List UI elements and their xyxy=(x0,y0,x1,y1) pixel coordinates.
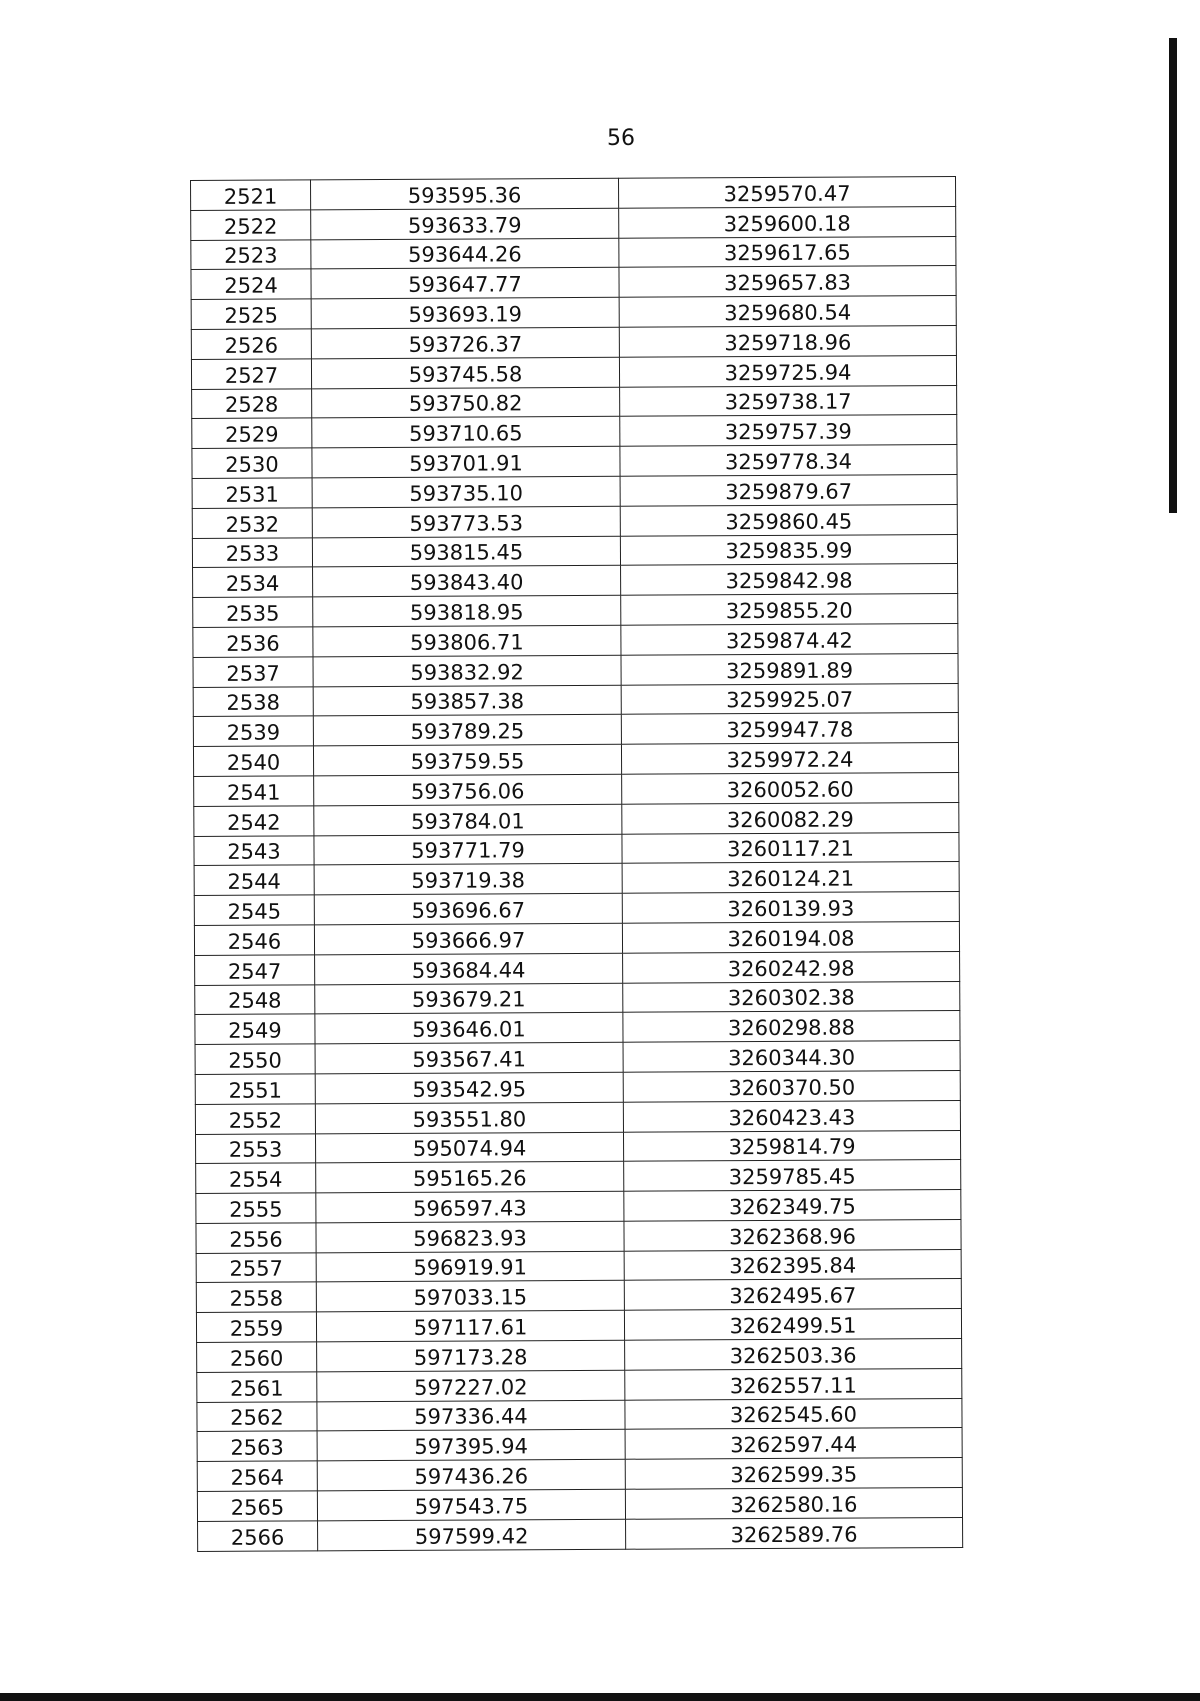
easting-cell: 597336.44 xyxy=(317,1400,625,1431)
northing-cell: 3260298.88 xyxy=(623,1011,960,1043)
table-row xyxy=(197,1458,962,1492)
point-number-cell: 2561 xyxy=(197,1372,317,1402)
table-row xyxy=(194,772,959,806)
easting-cell: 593818.95 xyxy=(313,595,621,626)
northing-cell: 3262395.84 xyxy=(624,1249,961,1281)
easting-cell: 593710.65 xyxy=(312,417,620,448)
table-row xyxy=(194,892,959,926)
northing-cell: 3259657.83 xyxy=(619,266,956,298)
northing-cell: 3259874.42 xyxy=(621,623,958,655)
point-number-cell: 2525 xyxy=(191,299,311,329)
point-number-cell: 2532 xyxy=(192,508,312,538)
point-number-cell: 2531 xyxy=(192,478,312,508)
northing-cell: 3259972.24 xyxy=(621,743,958,775)
point-number-cell: 2556 xyxy=(196,1223,316,1253)
point-number-cell: 2566 xyxy=(198,1521,318,1551)
easting-cell: 593815.45 xyxy=(312,536,620,567)
easting-cell: 597436.26 xyxy=(317,1460,625,1491)
easting-cell: 595074.94 xyxy=(315,1132,623,1163)
northing-cell: 3262368.96 xyxy=(624,1219,961,1251)
easting-cell: 597117.61 xyxy=(316,1311,624,1342)
point-number-cell: 2538 xyxy=(193,686,313,716)
easting-cell: 595165.26 xyxy=(316,1162,624,1193)
table-row xyxy=(191,355,956,389)
point-number-cell: 2564 xyxy=(197,1461,317,1491)
table-row xyxy=(191,176,956,210)
northing-cell: 3260082.29 xyxy=(622,802,959,834)
table-row xyxy=(191,296,956,330)
northing-cell: 3259814.79 xyxy=(623,1130,960,1162)
easting-cell: 597395.94 xyxy=(317,1430,625,1461)
point-number-cell: 2555 xyxy=(196,1193,316,1223)
point-number-cell: 2541 xyxy=(194,776,314,806)
easting-cell: 596919.91 xyxy=(316,1251,624,1282)
easting-cell: 593750.82 xyxy=(312,387,620,418)
easting-cell: 597227.02 xyxy=(317,1370,625,1401)
northing-cell: 3262599.35 xyxy=(625,1458,962,1490)
northing-cell: 3259891.89 xyxy=(621,653,958,685)
easting-cell: 597543.75 xyxy=(317,1489,625,1520)
northing-cell: 3259680.54 xyxy=(619,296,956,328)
northing-cell: 3262589.76 xyxy=(626,1517,963,1549)
northing-cell: 3262503.36 xyxy=(625,1339,962,1371)
point-number-cell: 2551 xyxy=(195,1074,315,1104)
table-row xyxy=(195,951,960,985)
northing-cell: 3262545.60 xyxy=(625,1398,962,1430)
point-number-cell: 2565 xyxy=(197,1491,317,1521)
point-number-cell: 2522 xyxy=(191,210,311,240)
point-number-cell: 2562 xyxy=(197,1402,317,1432)
point-number-cell: 2529 xyxy=(192,418,312,448)
point-number-cell: 2534 xyxy=(193,567,313,597)
easting-cell: 593784.01 xyxy=(314,804,622,835)
table-row xyxy=(195,981,960,1015)
easting-cell: 593843.40 xyxy=(313,566,621,597)
point-number-cell: 2523 xyxy=(191,239,311,269)
easting-cell: 593857.38 xyxy=(313,685,621,716)
table-row xyxy=(192,504,957,538)
easting-cell: 593719.38 xyxy=(314,864,622,895)
table-row xyxy=(198,1517,963,1551)
northing-cell: 3262557.11 xyxy=(625,1368,962,1400)
northing-cell: 3260302.38 xyxy=(623,981,960,1013)
northing-cell: 3259835.99 xyxy=(620,534,957,566)
easting-cell: 596597.43 xyxy=(316,1191,624,1222)
table-row xyxy=(193,713,958,747)
northing-cell: 3262499.51 xyxy=(624,1309,961,1341)
northing-cell: 3262349.75 xyxy=(624,1190,961,1222)
northing-cell: 3259738.17 xyxy=(620,385,957,417)
point-number-cell: 2558 xyxy=(196,1282,316,1312)
point-number-cell: 2549 xyxy=(195,1014,315,1044)
point-number-cell: 2521 xyxy=(191,180,311,210)
point-number-cell: 2563 xyxy=(197,1431,317,1461)
northing-cell: 3259718.96 xyxy=(619,325,956,357)
table-row xyxy=(193,743,958,777)
northing-cell: 3259617.65 xyxy=(619,236,956,268)
easting-cell: 597173.28 xyxy=(317,1340,625,1371)
easting-cell: 593756.06 xyxy=(314,774,622,805)
table-row xyxy=(197,1428,962,1462)
table-row xyxy=(192,474,957,508)
northing-cell: 3262495.67 xyxy=(624,1279,961,1311)
table-row xyxy=(197,1339,962,1373)
northing-cell: 3260370.50 xyxy=(623,1070,960,1102)
point-number-cell: 2547 xyxy=(195,955,315,985)
table-row xyxy=(194,802,959,836)
easting-cell: 593647.77 xyxy=(311,268,619,299)
easting-cell: 593745.58 xyxy=(311,357,619,388)
easting-cell: 596823.93 xyxy=(316,1221,624,1252)
point-number-cell: 2552 xyxy=(195,1104,315,1134)
northing-cell: 3260242.98 xyxy=(623,951,960,983)
northing-cell: 3260052.60 xyxy=(622,772,959,804)
point-number-cell: 2557 xyxy=(196,1253,316,1283)
easting-cell: 593696.67 xyxy=(314,893,622,924)
table-row xyxy=(191,206,956,240)
northing-cell: 3259925.07 xyxy=(621,683,958,715)
point-number-cell: 2537 xyxy=(193,657,313,687)
table-row xyxy=(195,1070,960,1104)
table-row xyxy=(195,1100,960,1134)
northing-cell: 3259842.98 xyxy=(621,564,958,596)
northing-cell: 3262597.44 xyxy=(625,1428,962,1460)
table-row xyxy=(191,236,956,270)
table-row xyxy=(196,1249,961,1283)
easting-cell: 593773.53 xyxy=(312,506,620,537)
point-number-cell: 2559 xyxy=(196,1312,316,1342)
northing-cell: 3260423.43 xyxy=(623,1100,960,1132)
northing-cell: 3262580.16 xyxy=(625,1488,962,1520)
point-number-cell: 2553 xyxy=(195,1133,315,1163)
easting-cell: 593542.95 xyxy=(315,1072,623,1103)
easting-cell: 593735.10 xyxy=(312,476,620,507)
table-row xyxy=(193,683,958,717)
easting-cell: 593679.21 xyxy=(315,983,623,1014)
table-row xyxy=(193,623,958,657)
table-row xyxy=(193,653,958,687)
easting-cell: 593832.92 xyxy=(313,655,621,686)
easting-cell: 593759.55 xyxy=(313,744,621,775)
point-number-cell: 2527 xyxy=(191,359,311,389)
coordinate-table-body xyxy=(191,176,963,1551)
page-number: 56 xyxy=(607,126,635,151)
northing-cell: 3260117.21 xyxy=(622,832,959,864)
easting-cell: 593646.01 xyxy=(315,1013,623,1044)
table-row xyxy=(196,1279,961,1313)
scan-margin-bar xyxy=(1169,38,1177,513)
northing-cell: 3259725.94 xyxy=(619,355,956,387)
coordinate-table-wrapper xyxy=(190,176,959,1552)
table-row xyxy=(196,1190,961,1224)
table-row xyxy=(192,415,957,449)
northing-cell: 3259570.47 xyxy=(618,176,955,208)
table-row xyxy=(195,1130,960,1164)
table-row xyxy=(193,564,958,598)
coordinate-table xyxy=(190,176,963,1552)
table-row xyxy=(192,534,957,568)
easting-cell: 593726.37 xyxy=(311,327,619,358)
point-number-cell: 2535 xyxy=(193,597,313,627)
table-row xyxy=(194,862,959,896)
point-number-cell: 2524 xyxy=(191,269,311,299)
point-number-cell: 2540 xyxy=(193,746,313,776)
point-number-cell: 2533 xyxy=(192,537,312,567)
easting-cell: 593789.25 xyxy=(313,715,621,746)
easting-cell: 593684.44 xyxy=(315,953,623,984)
point-number-cell: 2554 xyxy=(196,1163,316,1193)
easting-cell: 593567.41 xyxy=(315,1042,623,1073)
point-number-cell: 2545 xyxy=(194,895,314,925)
point-number-cell: 2544 xyxy=(194,865,314,895)
point-number-cell: 2536 xyxy=(193,627,313,657)
table-row xyxy=(194,832,959,866)
northing-cell: 3259778.34 xyxy=(620,445,957,477)
scan-bottom-edge xyxy=(0,1693,1200,1701)
northing-cell: 3259600.18 xyxy=(619,206,956,238)
easting-cell: 593633.79 xyxy=(311,208,619,239)
table-row xyxy=(195,1041,960,1075)
northing-cell: 3259757.39 xyxy=(620,415,957,447)
northing-cell: 3260139.93 xyxy=(622,892,959,924)
northing-cell: 3259785.45 xyxy=(624,1160,961,1192)
easting-cell: 597599.42 xyxy=(318,1519,626,1550)
easting-cell: 593806.71 xyxy=(313,625,621,656)
easting-cell: 593693.19 xyxy=(311,297,619,328)
easting-cell: 597033.15 xyxy=(316,1281,624,1312)
easting-cell: 593551.80 xyxy=(315,1102,623,1133)
point-number-cell: 2543 xyxy=(194,835,314,865)
point-number-cell: 2530 xyxy=(192,448,312,478)
easting-cell: 593771.79 xyxy=(314,834,622,865)
northing-cell: 3260124.21 xyxy=(622,862,959,894)
northing-cell: 3260344.30 xyxy=(623,1041,960,1073)
point-number-cell: 2528 xyxy=(192,388,312,418)
table-row xyxy=(191,325,956,359)
table-row xyxy=(194,921,959,955)
easting-cell: 593701.91 xyxy=(312,446,620,477)
table-row xyxy=(192,385,957,419)
northing-cell: 3259879.67 xyxy=(620,474,957,506)
easting-cell: 593595.36 xyxy=(311,178,619,209)
point-number-cell: 2560 xyxy=(197,1342,317,1372)
northing-cell: 3259855.20 xyxy=(621,594,958,626)
point-number-cell: 2550 xyxy=(195,1044,315,1074)
table-row xyxy=(197,1398,962,1432)
northing-cell: 3260194.08 xyxy=(622,921,959,953)
table-row xyxy=(197,1368,962,1402)
easting-cell: 593666.97 xyxy=(314,923,622,954)
point-number-cell: 2526 xyxy=(191,329,311,359)
northing-cell: 3259860.45 xyxy=(620,504,957,536)
point-number-cell: 2546 xyxy=(194,925,314,955)
table-row xyxy=(192,445,957,479)
easting-cell: 593644.26 xyxy=(311,238,619,269)
table-row xyxy=(197,1488,962,1522)
point-number-cell: 2548 xyxy=(195,984,315,1014)
table-row xyxy=(191,266,956,300)
northing-cell: 3259947.78 xyxy=(621,713,958,745)
point-number-cell: 2539 xyxy=(193,716,313,746)
point-number-cell: 2542 xyxy=(194,806,314,836)
table-row xyxy=(196,1309,961,1343)
table-row xyxy=(196,1160,961,1194)
table-row xyxy=(196,1219,961,1253)
table-row xyxy=(193,594,958,628)
table-row xyxy=(195,1011,960,1045)
